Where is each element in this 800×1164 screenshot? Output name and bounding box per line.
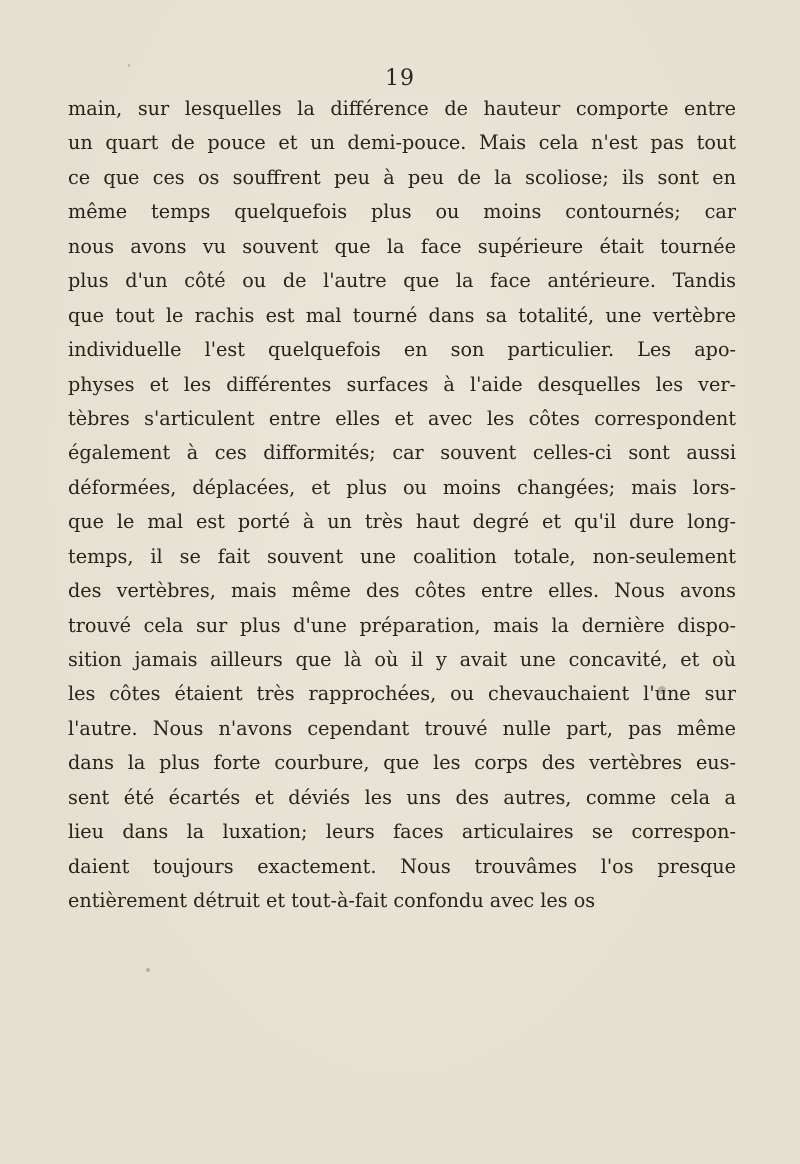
text-line: main, sur lesquelles la différence de hauteur comporte entre [68,97,736,120]
text-line: sition jamais ailleurs que là où il y avait une concavité, et où [68,648,736,671]
text-line: que le mal est porté à un très haut degré et qu'il dure long- [68,510,736,534]
paper-speck [146,968,150,972]
text-line: l'autre. Nous n'avons cependant trouvé nulle part, pas même [68,716,736,740]
page-number: 19 [385,66,415,91]
text-line: sent été écartés et déviés les uns des autres, comme cela a [68,785,736,809]
text-line: plus d'un côté ou de l'autre que la face antérieure. Tandis [68,269,736,293]
text-line: un quart de pouce et un demi-pouce. Mais cela n'est pas tout [68,131,736,155]
text-line: que tout le rachis est mal tourné dans sa totalité, une vertèbre [68,303,736,327]
text-line: des vertèbres, mais même des côtes entre elles. Nous avons [68,579,736,603]
text-line: temps, il se fait souvent une coalition totale, non-seulement [68,544,736,568]
text-line: entièrement détruit et tout-à-fait confondu avec les os [68,889,596,913]
text-line: les côtes étaient très rapprochées, ou chevauchaient l'une sur [68,682,736,706]
text-line: lieu dans la luxation; leurs faces articulaires se correspon- [68,820,736,844]
text-line: nous avons vu souvent que la face supérieure était tournée [68,234,736,258]
text-line: également à ces difformités; car souvent celles-ci sont aussi [68,441,736,465]
text-line: physes et les différentes surfaces à l'aide desquelles les ver- [68,372,736,396]
text-line: même temps quelquefois plus ou moins contournés; car [68,200,736,224]
text-line: dans la plus forte courbure, que les corps des vertèbres eus- [68,751,736,775]
text-line: ce que ces os souffrent peu à peu de la scoliose; ils sont en [68,165,736,189]
text-line: daient toujours exactement. Nous trouvâmes l'os presque [68,854,736,878]
text-line: individuelle l'est quelquefois en son particulier. Les apo- [68,338,736,362]
body-text [68,92,736,919]
text-line: tèbres s'articulent entre elles et avec les côtes correspondent [68,406,736,430]
text-line: trouvé cela sur plus d'une préparation, mais la dernière dispo- [68,613,736,637]
text-line: déformées, déplacées, et plus ou moins changées; mais lors- [68,475,736,499]
